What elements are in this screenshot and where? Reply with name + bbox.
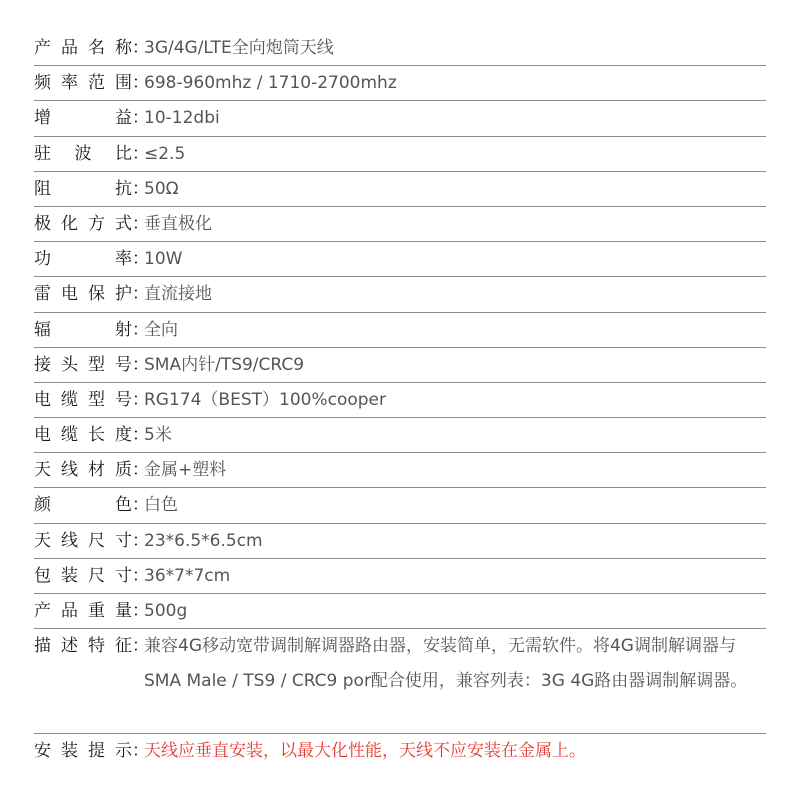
label-char: 称 bbox=[115, 38, 132, 58]
spec-label bbox=[34, 277, 149, 312]
label-char: 阻 bbox=[34, 178, 51, 199]
label-char: 寸 bbox=[115, 530, 132, 551]
spec-value: 直流接地 bbox=[144, 284, 212, 305]
label-colon: ： bbox=[132, 249, 149, 270]
label-colon: ： bbox=[132, 284, 149, 305]
spec-row-package-size bbox=[34, 559, 766, 594]
label-colon: ： bbox=[132, 213, 149, 234]
spec-value: 兼容4G移动宽带调制解调器路由器，安装简单，无需软件。将4G调制解调器与SMA Male / TS9 / CRC9 por配合使用，兼容列表：3G 4G路由器调制解调器。 bbox=[144, 636, 748, 692]
label-char: 线 bbox=[61, 460, 78, 481]
spec-label bbox=[34, 348, 149, 383]
spec-value: 36*7*7cm bbox=[144, 565, 231, 586]
label-char: 围 bbox=[115, 73, 132, 94]
label-char: 量 bbox=[115, 601, 132, 621]
label-char: 重 bbox=[88, 601, 105, 621]
label-colon: ： bbox=[132, 319, 149, 340]
spec-value-warning: 天线应垂直安装，以最大化性能，天线不应安装在金属上。 bbox=[144, 741, 586, 762]
label-char: 频 bbox=[34, 73, 51, 94]
label-char: 电 bbox=[34, 425, 51, 446]
spec-row-radiation bbox=[34, 313, 766, 348]
label-text bbox=[34, 277, 132, 312]
label-char: 功 bbox=[34, 249, 51, 270]
spec-value: 500g bbox=[144, 601, 188, 621]
label-char: 示 bbox=[115, 741, 132, 762]
label-char: 缆 bbox=[61, 425, 78, 446]
label-char: 寸 bbox=[115, 565, 132, 586]
label-char: 益 bbox=[115, 108, 132, 129]
label-char: 波 bbox=[74, 143, 92, 164]
spec-value: 23*6.5*6.5cm bbox=[144, 530, 263, 551]
spec-value: 垂直极化 bbox=[144, 213, 212, 234]
label-char: 号 bbox=[115, 354, 132, 375]
label-char: 提 bbox=[88, 741, 105, 762]
spec-label bbox=[34, 629, 149, 664]
label-char: 极 bbox=[34, 213, 51, 234]
label-char: 号 bbox=[115, 389, 132, 410]
label-char: 产 bbox=[34, 601, 51, 621]
label-char: 电 bbox=[61, 284, 78, 305]
spec-row-lightning bbox=[34, 277, 766, 312]
spec-value: RG174（BEST）100%cooper bbox=[144, 389, 387, 410]
label-char: 尺 bbox=[88, 565, 105, 586]
label-char: 型 bbox=[88, 354, 105, 375]
spec-value: 3G/4G/LTE全向炮筒天线 bbox=[144, 38, 334, 58]
label-char: 电 bbox=[34, 389, 51, 410]
label-char: 辐 bbox=[34, 319, 51, 340]
label-char: 安 bbox=[34, 741, 51, 762]
spec-row-install-tip bbox=[34, 734, 766, 769]
label-colon: ： bbox=[132, 108, 149, 129]
label-char: 度 bbox=[115, 425, 132, 446]
spec-value: ≤2.5 bbox=[144, 143, 186, 164]
label-text bbox=[34, 734, 132, 769]
label-char: 比 bbox=[115, 143, 132, 164]
label-char: 范 bbox=[88, 73, 105, 94]
spec-row-impedance bbox=[34, 172, 766, 207]
spec-label bbox=[34, 313, 149, 348]
label-colon: ： bbox=[132, 38, 149, 58]
label-char: 天 bbox=[34, 460, 51, 481]
label-colon: ： bbox=[132, 425, 149, 446]
label-char: 率 bbox=[115, 249, 132, 270]
label-char: 征 bbox=[115, 636, 132, 657]
label-char: 特 bbox=[88, 636, 105, 657]
spec-row-product-name bbox=[34, 31, 766, 66]
label-char: 品 bbox=[61, 601, 78, 621]
spec-label bbox=[34, 242, 149, 277]
label-char: 颜 bbox=[34, 495, 51, 516]
label-colon: ： bbox=[132, 636, 149, 657]
spec-label bbox=[34, 137, 149, 172]
spec-value: SMA内针/TS9/CRC9 bbox=[144, 354, 305, 375]
label-char: 述 bbox=[61, 636, 78, 657]
label-colon: ： bbox=[132, 741, 149, 762]
spec-label bbox=[34, 31, 149, 66]
spec-label bbox=[34, 453, 149, 488]
label-char: 驻 bbox=[34, 143, 51, 164]
label-char: 名 bbox=[88, 38, 105, 58]
label-char: 色 bbox=[115, 495, 132, 516]
label-colon: ： bbox=[132, 495, 149, 516]
spec-value: 698-960mhz / 1710-2700mhz bbox=[144, 73, 397, 94]
spec-label bbox=[34, 734, 149, 769]
label-char: 材 bbox=[88, 460, 105, 481]
spec-label bbox=[34, 172, 149, 207]
label-char: 装 bbox=[61, 741, 78, 762]
spec-value: 全向 bbox=[144, 319, 178, 340]
spec-row-weight bbox=[34, 594, 766, 629]
label-text bbox=[34, 559, 132, 594]
label-colon: ： bbox=[132, 178, 149, 199]
label-colon: ： bbox=[132, 460, 149, 481]
label-text bbox=[34, 137, 132, 172]
label-text bbox=[34, 242, 132, 277]
spec-value: 50Ω bbox=[144, 178, 179, 199]
label-colon: ： bbox=[132, 143, 149, 164]
spec-value: 白色 bbox=[144, 495, 178, 516]
label-char: 质 bbox=[115, 460, 132, 481]
spec-row-cable-length bbox=[34, 418, 766, 453]
label-text bbox=[34, 594, 132, 629]
label-char: 装 bbox=[61, 565, 78, 586]
label-colon: ： bbox=[132, 601, 149, 621]
label-colon: ： bbox=[132, 530, 149, 551]
label-char: 射 bbox=[115, 319, 132, 340]
label-char: 方 bbox=[88, 213, 105, 234]
label-text bbox=[34, 453, 132, 488]
label-text bbox=[34, 418, 132, 453]
label-char: 头 bbox=[61, 354, 78, 375]
label-colon: ： bbox=[132, 73, 149, 94]
label-char: 包 bbox=[34, 565, 51, 586]
spec-row-description bbox=[34, 629, 766, 734]
label-text bbox=[34, 524, 132, 559]
label-char: 长 bbox=[88, 425, 105, 446]
label-char: 保 bbox=[88, 284, 105, 305]
spec-label bbox=[34, 207, 149, 242]
spec-value: 金属+塑料 bbox=[144, 460, 227, 481]
label-text bbox=[34, 172, 132, 207]
spec-row-color bbox=[34, 488, 766, 523]
spec-row-material bbox=[34, 453, 766, 488]
spec-row-polarization bbox=[34, 207, 766, 242]
label-char: 描 bbox=[34, 636, 51, 657]
label-text bbox=[34, 488, 132, 523]
label-text bbox=[34, 31, 132, 66]
label-char: 尺 bbox=[88, 530, 105, 551]
spec-row-gain bbox=[34, 101, 766, 136]
spec-row-cable-type bbox=[34, 383, 766, 418]
spec-value: 5米 bbox=[144, 425, 172, 446]
spec-row-antenna-size bbox=[34, 524, 766, 559]
spec-row-connector bbox=[34, 348, 766, 383]
label-text bbox=[34, 66, 132, 101]
label-colon: ： bbox=[132, 565, 149, 586]
label-colon: ： bbox=[132, 389, 149, 410]
label-char: 缆 bbox=[61, 389, 78, 410]
label-text bbox=[34, 629, 132, 664]
spec-label bbox=[34, 66, 149, 101]
label-text bbox=[34, 313, 132, 348]
label-text bbox=[34, 348, 132, 383]
label-char: 增 bbox=[34, 108, 51, 129]
label-text bbox=[34, 101, 132, 136]
label-char: 接 bbox=[34, 354, 51, 375]
spec-label bbox=[34, 383, 149, 418]
label-char: 化 bbox=[61, 213, 78, 234]
spec-row-vswr bbox=[34, 137, 766, 172]
label-char: 天 bbox=[34, 530, 51, 551]
spec-label bbox=[34, 488, 149, 523]
label-char: 式 bbox=[115, 213, 132, 234]
spec-table bbox=[34, 31, 766, 769]
spec-value: 10-12dbi bbox=[144, 108, 220, 129]
label-text bbox=[34, 207, 132, 242]
spec-label bbox=[34, 101, 149, 136]
label-char: 护 bbox=[115, 284, 132, 305]
label-char: 品 bbox=[61, 38, 78, 58]
label-char: 率 bbox=[61, 73, 78, 94]
spec-row-power bbox=[34, 242, 766, 277]
spec-label bbox=[34, 524, 149, 559]
spec-label bbox=[34, 594, 149, 629]
label-char: 产 bbox=[34, 38, 51, 58]
spec-label bbox=[34, 418, 149, 453]
spec-label bbox=[34, 559, 149, 594]
label-char: 型 bbox=[88, 389, 105, 410]
spec-value: 10W bbox=[144, 249, 183, 270]
label-colon: ： bbox=[132, 354, 149, 375]
label-char: 抗 bbox=[115, 178, 132, 199]
label-text bbox=[34, 383, 132, 418]
spec-row-frequency bbox=[34, 66, 766, 101]
label-char: 线 bbox=[61, 530, 78, 551]
label-char: 雷 bbox=[34, 284, 51, 305]
